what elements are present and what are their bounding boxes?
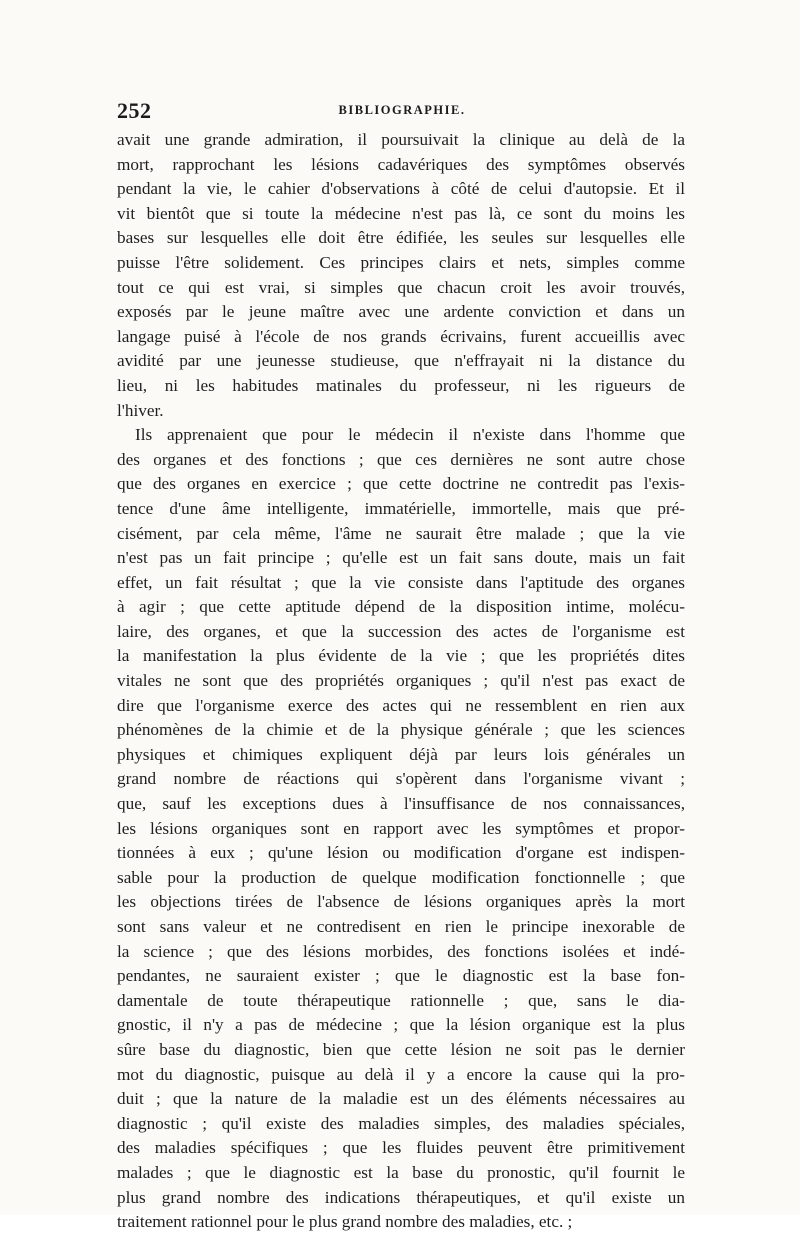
text-line: tout ce qui est vrai, si simples que chacun croit les avoir trouvés, (117, 277, 685, 297)
text-line: les objections tirées de l'absence de lésions organiques après la mort (117, 892, 685, 912)
text-line: lieu, ni les habitudes matinales du professeur, ni les rigueurs de (117, 375, 685, 395)
text-line: plus grand nombre des indications thérapeutiques, et qu'il existe un (117, 1187, 685, 1207)
text-line: laire, des organes, et que la succession des actes de l'organisme est (117, 621, 685, 641)
text-line: tence d'une âme intelligente, immatérielle, immortelle, mais que pré- (117, 498, 685, 518)
text-line: l'hiver. (117, 400, 164, 420)
text-line: des maladies spécifiques ; que les fluides peuvent être primitivement (117, 1138, 685, 1158)
text-line: traitement rationnel pour le plus grand nombre des maladies, etc. ; (117, 1212, 573, 1232)
text-line: dire que l'organisme exerce des actes qui ne ressemblent en rien aux (117, 695, 685, 715)
text-line: bases sur lesquelles elle doit être édifiée, les seules sur lesquelles elle (117, 228, 685, 248)
text-line: pendantes, ne sauraient exister ; que le diagnostic est la base fon- (117, 966, 685, 986)
text-line: la science ; que des lésions morbides, des fonctions isolées et indé- (117, 941, 685, 961)
text-line: damentale de toute thérapeutique rationnelle ; que, sans le dia- (117, 990, 685, 1010)
text-line: à agir ; que cette aptitude dépend de la disposition intime, molécu- (117, 597, 685, 617)
text-line: que des organes en exercice ; que cette doctrine ne contredit pas l'exis- (117, 474, 685, 494)
text-line: duit ; que la nature de la maladie est un des éléments nécessaires au (117, 1089, 685, 1109)
text-line: mort, rapprochant les lésions cadavériques des symptômes observés (117, 154, 685, 174)
text-line: langage puisé à l'école de nos grands écrivains, furent accueillis avec (117, 326, 685, 346)
text-line: sûre base du diagnostic, bien que cette lésion ne soit pas le dernier (117, 1039, 685, 1059)
text-line: avidité par une jeunesse studieuse, que n'effrayait ni la distance du (117, 351, 685, 371)
text-line: mot du diagnostic, puisque au delà il y a encore la cause qui la pro- (117, 1064, 685, 1084)
paragraph (117, 423, 685, 1235)
text-line: gnostic, il n'y a pas de médecine ; que la lésion organique est la plus (117, 1015, 685, 1035)
text-line: tionnées à eux ; qu'une lésion ou modification d'organe est indispen- (117, 843, 685, 863)
text-line: puisse l'être solidement. Ces principes clairs et nets, simples comme (117, 252, 685, 272)
text-line: exposés par le jeune maître avec une ardente conviction et dans un (117, 302, 685, 322)
text-line: vitales ne sont que des propriétés organiques ; qu'il n'est pas exact de (117, 671, 685, 691)
text-line: phénomènes de la chimie et de la physique générale ; que les sciences (117, 720, 685, 740)
text-line: effet, un fait résultat ; que la vie consiste dans l'aptitude des organes (117, 572, 685, 592)
text-line: vit bientôt que si toute la médecine n'est pas là, ce sont du moins les (117, 203, 685, 223)
text-line: Ils apprenaient que pour le médecin il n'existe dans l'homme que (135, 425, 685, 445)
paragraph (117, 128, 685, 423)
body-text (117, 128, 685, 1235)
page-number: 252 (117, 98, 152, 123)
running-title: BIBLIOGRAPHIE. (338, 103, 466, 117)
text-line: que, sauf les exceptions dues à l'insuffisance de nos connaissances, (117, 794, 685, 814)
text-line: grand nombre de réactions qui s'opèrent dans l'organisme vivant ; (117, 769, 685, 789)
text-line: sont sans valeur et ne contredisent en rien le principe inexorable de (117, 917, 685, 936)
text-line: cisément, par cela même, l'âme ne saurait être malade ; que la vie (117, 523, 685, 543)
text-line: n'est pas un fait principe ; qu'elle est un fait sans doute, mais un fait (117, 548, 685, 568)
text-line: sable pour la production de quelque modification fonctionnelle ; que (117, 867, 685, 887)
text-line: physiques et chimiques expliquent déjà par leurs lois générales un (117, 744, 685, 764)
text-line: la manifestation la plus évidente de la vie ; que les propriétés dites (117, 646, 685, 666)
text-line: malades ; que le diagnostic est la base du pronostic, qu'il fournit le (117, 1162, 685, 1182)
text-line: des organes et des fonctions ; que ces dernières ne sont autre chose (117, 449, 685, 469)
text-line: avait une grande admiration, il poursuivait la clinique au delà de la (117, 130, 685, 149)
running-head (117, 98, 687, 124)
text-line: diagnostic ; qu'il existe des maladies simples, des maladies spéciales, (117, 1113, 685, 1133)
text-line: pendant la vie, le cahier d'observations à côté de celui d'autopsie. Et il (117, 179, 685, 199)
text-line: les lésions organiques sont en rapport avec les symptômes et propor- (117, 818, 685, 838)
